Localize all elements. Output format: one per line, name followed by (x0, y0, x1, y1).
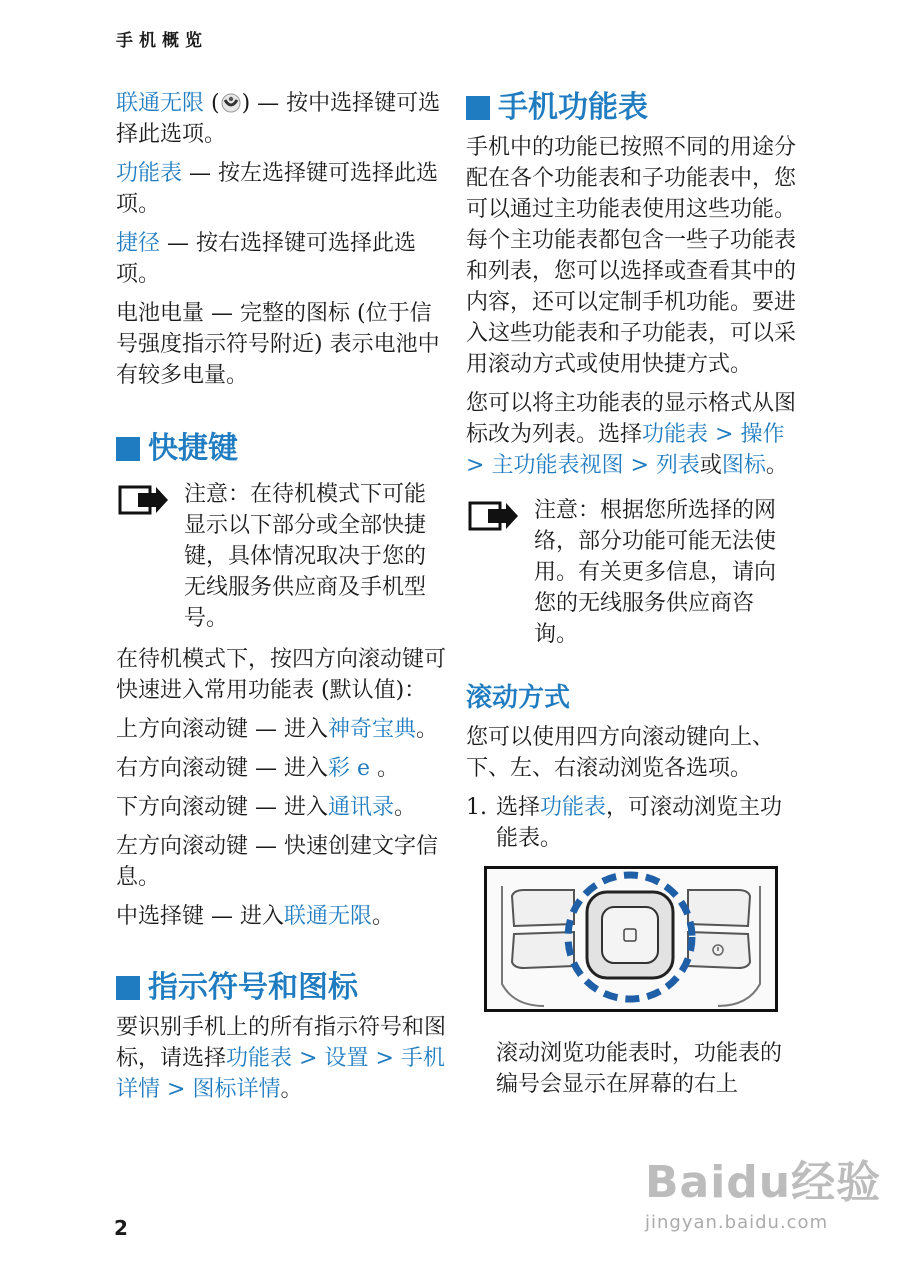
paragraph-battery: 电池电量 — 完整的图标 (位于信号强度指示符号附近) 表示电池中有较多电量。 (116, 301, 440, 388)
paragraph-liantong: 联通无限 ( ) — 按中选择键可选择此选项。 (116, 91, 441, 147)
list-item-text: 选择功能表，可滚动浏览主功能表。 (496, 795, 783, 851)
list-item (466, 792, 796, 854)
note-text: 注意：根据您所选择的网络，部分功能可能无法使用。有关更多信息，请向您的无线服务供应商咨询。 (534, 498, 777, 647)
note-icon (116, 483, 172, 519)
paragraph-menu: 功能表 — 按左选择键可选择此选项。 (116, 161, 439, 217)
link-menu-4[interactable]: 功能表 (540, 795, 607, 820)
link-shortcut[interactable]: 捷径 (116, 231, 161, 256)
link-menu-3[interactable]: 功能表 (642, 422, 709, 447)
link-caie[interactable]: 彩 e (328, 756, 371, 781)
paragraph-left-key: 左方向滚动键 — 快速创建文字信息。 (116, 834, 438, 890)
note-icon (466, 499, 522, 535)
heading-scroll: 滚动方式 (466, 683, 571, 713)
link-liantong-2[interactable]: 联通无限 (284, 904, 373, 929)
heading-square-icon (116, 437, 140, 461)
liantong-icon (220, 92, 242, 114)
paragraph-scroll: 您可以使用四方向滚动键向上、下、左、右滚动浏览各选项。 (466, 725, 775, 781)
watermark-url: jingyan.baidu.com (645, 1212, 829, 1233)
right-column (466, 88, 796, 1122)
watermark-logo: Baidu经验 (645, 1157, 882, 1208)
link-phone-details[interactable]: 手机详情 (116, 1046, 445, 1102)
link-contacts[interactable]: 通讯录 (328, 795, 395, 820)
heading-square-icon (116, 976, 140, 1000)
page-number: 2 (114, 1216, 128, 1240)
running-header: 手机概览 (116, 31, 208, 51)
figure-caption: 滚动浏览功能表时，功能表的编号会显示在屏幕的右上 (496, 1041, 783, 1097)
link-liantong[interactable]: 联通无限 (116, 91, 205, 116)
note-network (466, 495, 796, 650)
note-shortcuts (116, 479, 446, 634)
paragraph-right-key: 右方向滚动键 — 进入彩 e 。 (116, 756, 400, 781)
link-main-menu-view[interactable]: 主功能表视图 (491, 453, 624, 478)
paragraph-shortcut-intro: 在待机模式下，按四方向滚动键可快速进入常用功能表 (默认值)： (116, 647, 447, 703)
left-column (116, 88, 446, 1113)
heading-shortcuts: 快捷键 (116, 429, 446, 469)
link-settings[interactable]: 设置 (324, 1046, 369, 1071)
navi-key-figure (484, 866, 796, 1016)
heading-square-icon (466, 96, 490, 120)
paragraph-up-key: 上方向滚动键 — 进入神奇宝典。 (116, 717, 439, 742)
link-list[interactable]: 列表 (655, 453, 700, 478)
paragraph-menu-intro: 手机中的功能已按照不同的用途分配在各个功能表和子功能表中，您可以通过主功能表使用这些功能。每个主功能表都包含一些子功能表和列表，您可以选择或查看其中的内容，还可以定制手机功能。要进入这些功能表和子功能表，可以采用滚动方式或使用快捷方式。 (466, 135, 797, 377)
list-number: 1. (466, 795, 487, 820)
navi-key-illustration (484, 866, 778, 1012)
heading-indicators: 指示符号和图标 (116, 968, 446, 1008)
note-text: 注意：在待机模式下可能显示以下部分或全部快捷键，具体情况取决于您的无线服务供应商及手机型号。 (184, 482, 427, 631)
paragraph-down-key: 下方向滚动键 — 进入通讯录。 (116, 795, 417, 820)
paragraph-center-key: 中选择键 — 进入联通无限。 (116, 904, 395, 929)
paragraph-shortcut: 捷径 — 按右选择键可选择此选项。 (116, 231, 417, 287)
heading-phone-menu: 手机功能表 (466, 88, 796, 128)
link-icon-details[interactable]: 图标详情 (192, 1077, 281, 1102)
link-icon[interactable]: 图标 (721, 453, 766, 478)
paragraph-indicators: 要识别手机上的所有指示符号和图标，请选择功能表 > 设置 > 手机详情 > 图标详情。 (116, 1015, 447, 1102)
link-menu[interactable]: 功能表 (116, 161, 183, 186)
link-menu-2[interactable]: 功能表 (226, 1046, 293, 1071)
paragraph-menu-view: 您可以将主功能表的显示格式从图标改为列表。选择功能表 > 操作 > 主功能表视图 > 列表或图标。 (466, 391, 797, 478)
link-options[interactable]: 操作 (740, 422, 785, 447)
link-shenqibaodian[interactable]: 神奇宝典 (328, 717, 417, 742)
baidu-watermark (645, 1146, 885, 1246)
